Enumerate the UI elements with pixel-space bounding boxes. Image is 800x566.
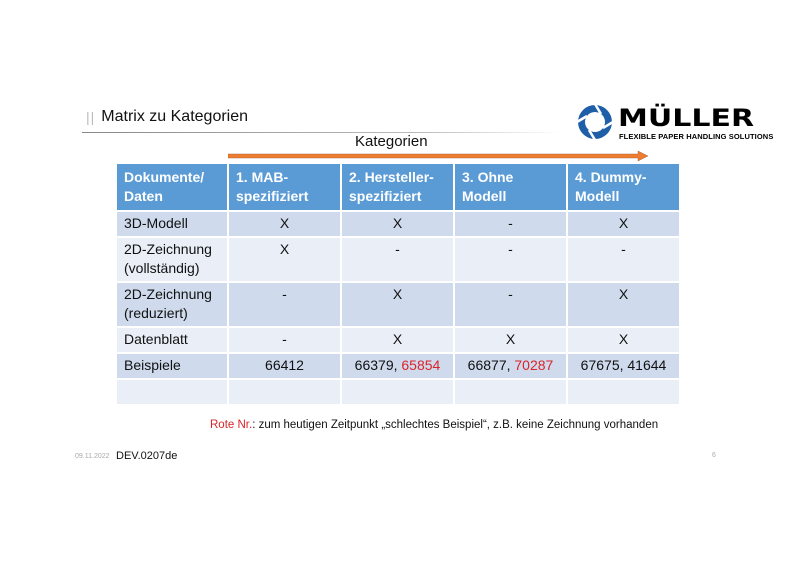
table-cell: - <box>228 327 341 353</box>
table-cell: X <box>567 211 680 237</box>
header-dummy-model: 4. Dummy- Modell <box>567 163 680 211</box>
slide-title-bar <box>86 108 248 126</box>
row-label: Beispiele <box>116 353 228 379</box>
swirl-logo-icon <box>575 102 615 142</box>
footnote <box>210 419 658 431</box>
footnote-red-label: Rote Nr. <box>210 419 253 431</box>
table-cell: X <box>228 237 341 282</box>
table-row-empty <box>116 379 680 405</box>
table-cell: 66412 <box>228 353 341 379</box>
table-row <box>116 282 680 327</box>
table-cell: - <box>567 237 680 282</box>
table-cell: X <box>228 211 341 237</box>
table-cell: 66379, 65854 <box>341 353 454 379</box>
row-label <box>116 379 228 405</box>
page-number: 6 <box>712 452 716 459</box>
table-cell: - <box>341 237 454 282</box>
table-cell: X <box>567 327 680 353</box>
title-divider <box>82 132 562 133</box>
table-header-row <box>116 163 680 211</box>
header-mab-specified: 1. MAB- spezifiziert <box>228 163 341 211</box>
table-cell: X <box>341 282 454 327</box>
table-cell <box>454 379 567 405</box>
table-cell: - <box>454 211 567 237</box>
header-without-model: 3. Ohne Modell <box>454 163 567 211</box>
table-cell: X <box>567 282 680 327</box>
arrow-right-icon <box>228 151 648 161</box>
logo-tagline: FLEXIBLE PAPER HANDLING SOLUTIONS <box>619 132 774 141</box>
table-cell: - <box>454 237 567 282</box>
bad-example-number: 65854 <box>401 357 441 373</box>
table-cell: 66877, 70287 <box>454 353 567 379</box>
table-row <box>116 327 680 353</box>
logo-wordmark: MÜLLER <box>618 104 755 132</box>
header-manufacturer-specified: 2. Hersteller- spezifiziert <box>341 163 454 211</box>
company-logo <box>575 102 774 144</box>
table-cell: - <box>228 282 341 327</box>
table-cell <box>228 379 341 405</box>
footer-date: 09.11.2022 <box>75 453 110 460</box>
category-label: Kategorien <box>355 133 428 150</box>
table-cell: - <box>454 282 567 327</box>
footer-document-code: DEV.0207de <box>116 450 178 462</box>
table-row <box>116 237 680 282</box>
title-marks: || <box>86 109 96 125</box>
table-cell <box>341 379 454 405</box>
slide-title: Matrix zu Kategorien <box>101 108 249 125</box>
table-row <box>116 211 680 237</box>
row-label: 2D-Zeichnung (reduziert) <box>116 282 228 327</box>
table-cell: X <box>454 327 567 353</box>
footnote-text: : zum heutigen Zeitpunkt „schlechtes Beispiel“, z.B. keine Zeichnung vorhanden <box>252 419 659 431</box>
row-label: 2D-Zeichnung (vollständig) <box>116 237 228 282</box>
table-cell: X <box>341 211 454 237</box>
table-cell: 67675, 41644 <box>567 353 680 379</box>
table-row <box>116 353 680 379</box>
table-cell: X <box>341 327 454 353</box>
row-label: Datenblatt <box>116 327 228 353</box>
row-label: 3D-Modell <box>116 211 228 237</box>
bad-example-number: 70287 <box>514 357 554 373</box>
table-cell <box>567 379 680 405</box>
header-documents: Dokumente/ Daten <box>116 163 228 211</box>
category-matrix-table <box>115 162 681 406</box>
